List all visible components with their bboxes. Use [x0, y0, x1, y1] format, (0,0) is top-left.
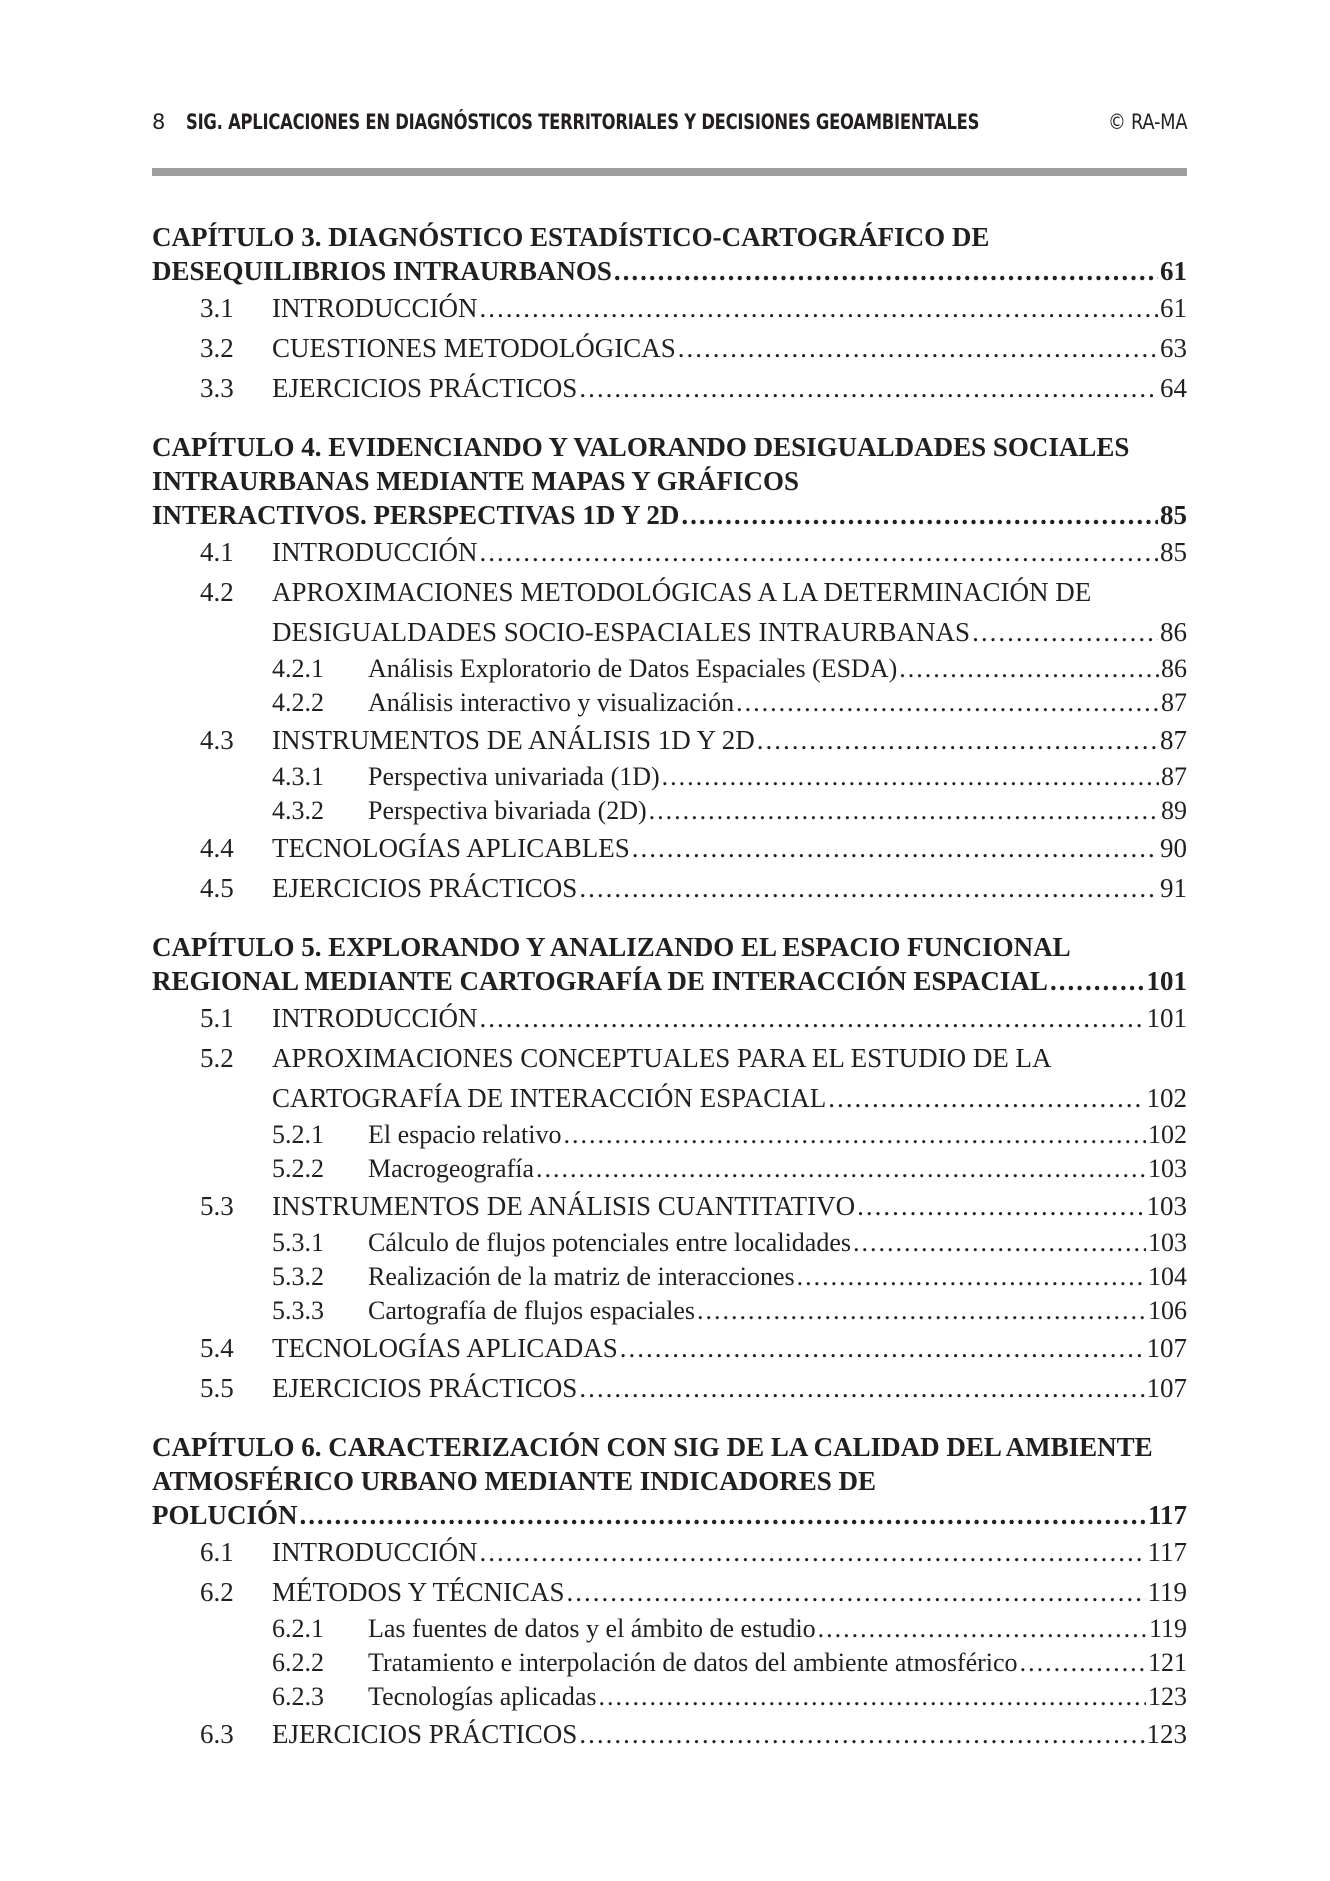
- page-ref: 103: [1148, 1154, 1187, 1183]
- section-title-text: DESIGUALDADES SOCIO-ESPACIALES INTRAURBANAS: [272, 617, 971, 647]
- chapter-heading: [152, 1430, 1187, 1532]
- dot-leader: [1020, 1646, 1146, 1680]
- section-entry: [152, 1328, 1187, 1368]
- page-ref: 63: [1160, 333, 1187, 363]
- book-title: SIG. APLICACIONES EN DIAGNÓSTICOS TERRITORIALES Y DECISIONES GEOAMBIENTALES: [186, 110, 980, 134]
- section-entry: [152, 1714, 1187, 1754]
- section-title-text: EJERCICIOS PRÁCTICOS: [272, 1373, 578, 1403]
- page-ref: 121: [1148, 1648, 1187, 1677]
- section-entry: [152, 368, 1187, 408]
- dot-leader: [579, 868, 1158, 908]
- section-entry: [152, 868, 1187, 908]
- subsection-title-line: [368, 1226, 1187, 1260]
- section-number: 4.2: [200, 577, 234, 607]
- page-ref: 86: [1160, 617, 1187, 647]
- subsection-entry: [152, 1152, 1187, 1186]
- page-ref: 87: [1160, 725, 1187, 755]
- dot-leader: [853, 1226, 1146, 1260]
- subsection-title-text: Perspectiva bivariada (2D): [368, 796, 647, 825]
- section-title-text: MÉTODOS Y TÉCNICAS: [272, 1577, 565, 1607]
- dot-leader: [681, 498, 1158, 532]
- dot-leader: [757, 720, 1158, 760]
- chapter-heading: [152, 220, 1187, 288]
- chapter-title: CAPÍTULO 5. EXPLORANDO Y ANALIZANDO EL ESPACIO FUNCIONAL: [152, 932, 1071, 962]
- subsection-entry: [152, 1118, 1187, 1152]
- section-number: 5.4: [200, 1333, 234, 1363]
- section-title-text: TECNOLOGÍAS APLICADAS: [272, 1333, 618, 1363]
- section-title-line: [272, 1078, 1187, 1118]
- dot-leader: [567, 1572, 1146, 1612]
- section-number: 6.2: [200, 1577, 234, 1607]
- dot-leader: [563, 1118, 1146, 1152]
- dot-leader: [536, 1152, 1146, 1186]
- page-ref: 90: [1160, 833, 1187, 863]
- subsection-number: 4.3.2: [272, 796, 324, 825]
- page-ref: 119: [1147, 1577, 1187, 1607]
- section-title-line: [272, 288, 1187, 328]
- page-ref: 86: [1161, 654, 1187, 683]
- section-title-text: EJERCICIOS PRÁCTICOS: [272, 873, 578, 903]
- subsection-number: 6.2.3: [272, 1682, 324, 1711]
- subsection-title-line: [368, 652, 1187, 686]
- page-ref: 107: [1146, 1373, 1187, 1403]
- section-entry: [152, 1572, 1187, 1612]
- dot-leader: [480, 998, 1145, 1038]
- page-ref: 107: [1146, 1333, 1187, 1363]
- section-number: 3.2: [200, 333, 234, 363]
- section-title-line: [272, 532, 1187, 572]
- chapter-title: CAPÍTULO 4. EVIDENCIANDO Y VALORANDO DESIGUALDADES SOCIALES INTRAURBANAS MEDIANTE MAPAS Y GRÁFICOS: [152, 432, 1130, 496]
- chapter-title: CAPÍTULO 3. DIAGNÓSTICO ESTADÍSTICO-CARTOGRÁFICO DE: [152, 222, 990, 252]
- dot-leader: [579, 1714, 1144, 1754]
- dot-leader: [649, 794, 1159, 828]
- section-entry: [152, 328, 1187, 368]
- page-ref: 102: [1148, 1120, 1187, 1149]
- chapter-heading: [152, 430, 1187, 532]
- subsection-title-text: Cartografía de flujos espaciales: [368, 1296, 696, 1325]
- dot-leader: [972, 612, 1158, 652]
- chapter-title-last-line: [152, 964, 1187, 998]
- page-ref: 61: [1160, 293, 1187, 323]
- section-title-line: [272, 868, 1187, 908]
- page-ref: 89: [1161, 796, 1187, 825]
- subsection-title-text: Tecnologías aplicadas: [368, 1682, 597, 1711]
- copyright: © RA-MA: [1107, 110, 1187, 134]
- page-ref: 102: [1146, 1083, 1187, 1113]
- subsection-entry: [152, 1680, 1187, 1714]
- section-number: 4.4: [200, 833, 234, 863]
- dot-leader: [579, 368, 1158, 408]
- section-title-line: [272, 1572, 1187, 1612]
- dot-leader: [480, 532, 1159, 572]
- dot-leader: [632, 828, 1158, 868]
- header-rule: [152, 168, 1187, 176]
- subsection-entry: [152, 1226, 1187, 1260]
- section-number: 5.2: [200, 1043, 234, 1073]
- section-number: 5.3: [200, 1191, 234, 1221]
- section-title-line: [272, 720, 1187, 760]
- section-title-text: INSTRUMENTOS DE ANÁLISIS 1D Y 2D: [272, 725, 755, 755]
- page-ref: 101: [1146, 966, 1187, 996]
- section-title-text: EJERCICIOS PRÁCTICOS: [272, 373, 578, 403]
- dot-leader: [1050, 964, 1145, 998]
- subsection-title-line: [368, 1680, 1187, 1714]
- subsection-title-text: Perspectiva univariada (1D): [368, 762, 660, 791]
- subsection-title-text: El espacio relativo: [368, 1120, 562, 1149]
- subsection-number: 5.3.1: [272, 1228, 324, 1257]
- section-number: 4.1: [200, 537, 234, 567]
- dot-leader: [697, 1294, 1146, 1328]
- dot-leader: [678, 328, 1158, 368]
- subsection-entry: [152, 1646, 1187, 1680]
- section-entry: [152, 998, 1187, 1038]
- subsection-title-line: [368, 1152, 1187, 1186]
- subsection-number: 4.2.2: [272, 688, 324, 717]
- page-ref: 106: [1148, 1296, 1187, 1325]
- section-number: 6.1: [200, 1537, 234, 1567]
- dot-leader: [662, 760, 1159, 794]
- section-number: 5.1: [200, 1003, 234, 1033]
- subsection-title-line: [368, 1260, 1187, 1294]
- table-of-contents: [152, 220, 1187, 1754]
- section-entry: [152, 532, 1187, 572]
- dot-leader: [857, 1186, 1144, 1226]
- page-ref: 103: [1148, 1228, 1187, 1257]
- subsection-entry: [152, 1294, 1187, 1328]
- subsection-number: 5.2.1: [272, 1120, 324, 1149]
- section-number: 3.3: [200, 373, 234, 403]
- dot-leader: [300, 1498, 1146, 1532]
- section-title-text: TECNOLOGÍAS APLICABLES: [272, 833, 630, 863]
- section-entry: [152, 572, 1187, 652]
- page-ref: 64: [1160, 373, 1187, 403]
- section-entry: [152, 288, 1187, 328]
- section-title-line: [272, 828, 1187, 868]
- subsection-entry: [152, 760, 1187, 794]
- section-entry: [152, 828, 1187, 868]
- subsection-entry: [152, 794, 1187, 828]
- chapter-title-last-text: INTERACTIVOS. PERSPECTIVAS 1D Y 2D: [152, 500, 680, 530]
- page-ref: 103: [1146, 1191, 1187, 1221]
- subsection-number: 4.3.1: [272, 762, 324, 791]
- dot-leader: [899, 652, 1159, 686]
- section-entry: [152, 1038, 1187, 1118]
- section-entry: [152, 1532, 1187, 1572]
- chapter-title-last-text: REGIONAL MEDIANTE CARTOGRAFÍA DE INTERACCIÓN ESPACIAL: [152, 966, 1048, 996]
- section-title-line: [272, 1714, 1187, 1754]
- section-title-line: [272, 1368, 1187, 1408]
- section-title-text: INTRODUCCIÓN: [272, 1003, 478, 1033]
- page-ref: 119: [1148, 1614, 1187, 1643]
- section-title: APROXIMACIONES CONCEPTUALES PARA EL ESTUDIO DE LA: [272, 1043, 1052, 1073]
- section-title-text: EJERCICIOS PRÁCTICOS: [272, 1719, 578, 1749]
- subsection-entry: [152, 652, 1187, 686]
- dot-leader: [797, 1260, 1146, 1294]
- section-title-text: CARTOGRAFÍA DE INTERACCIÓN ESPACIAL: [272, 1083, 827, 1113]
- subsection-number: 4.2.1: [272, 654, 324, 683]
- section-title-line: [272, 328, 1187, 368]
- page-ref: 117: [1147, 1500, 1187, 1530]
- page-ref: 117: [1147, 1537, 1187, 1567]
- section-number: 5.5: [200, 1373, 234, 1403]
- subsection-title-line: [368, 1646, 1187, 1680]
- section-number: 4.3: [200, 725, 234, 755]
- subsection-title-line: [368, 794, 1187, 828]
- subsection-title-text: Cálculo de flujos potenciales entre localidades: [368, 1228, 851, 1257]
- section-title-line: [272, 1328, 1187, 1368]
- page-ref: 123: [1148, 1682, 1187, 1711]
- page-ref: 61: [1160, 256, 1187, 286]
- chapter-title-last-text: POLUCIÓN: [152, 1500, 298, 1530]
- subsection-title-text: Las fuentes de datos y el ámbito de estudio: [368, 1614, 816, 1643]
- subsection-entry: [152, 1612, 1187, 1646]
- section-title: APROXIMACIONES METODOLÓGICAS A LA DETERMINACIÓN DE: [272, 577, 1092, 607]
- subsection-number: 5.3.3: [272, 1296, 324, 1325]
- section-title-line: [272, 368, 1187, 408]
- chapter-title: CAPÍTULO 6. CARACTERIZACIÓN CON SIG DE LA CALIDAD DEL AMBIENTE ATMOSFÉRICO URBANO MEDIANTE INDICADORES DE: [152, 1432, 1153, 1496]
- section-title-text: INSTRUMENTOS DE ANÁLISIS CUANTITATIVO: [272, 1191, 856, 1221]
- section-number: 4.5: [200, 873, 234, 903]
- chapter-title-last-text: DESEQUILIBRIOS INTRAURBANOS: [152, 256, 612, 286]
- section-title-text: INTRODUCCIÓN: [272, 1537, 478, 1567]
- page-ref: 123: [1146, 1719, 1187, 1749]
- chapter-title-last-line: [152, 498, 1187, 532]
- subsection-title-line: [368, 1118, 1187, 1152]
- chapter-heading: [152, 930, 1187, 998]
- section-title-text: CUESTIONES METODOLÓGICAS: [272, 333, 676, 363]
- subsection-title-text: Macrogeografía: [368, 1154, 535, 1183]
- subsection-title-text: Análisis Exploratorio de Datos Espaciales (ESDA): [368, 654, 898, 683]
- section-title-text: INTRODUCCIÓN: [272, 537, 478, 567]
- subsection-number: 5.2.2: [272, 1154, 324, 1183]
- page-ref: 104: [1148, 1262, 1187, 1291]
- dot-leader: [736, 686, 1159, 720]
- chapter-title-last-line: [152, 254, 1187, 288]
- subsection-title-line: [368, 1294, 1187, 1328]
- section-number: 6.3: [200, 1719, 234, 1749]
- section-title-line: [272, 998, 1187, 1038]
- page-ref: 87: [1161, 762, 1187, 791]
- page-ref: 85: [1160, 500, 1187, 530]
- dot-leader: [818, 1612, 1147, 1646]
- section-title-line: [272, 612, 1187, 652]
- dot-leader: [828, 1078, 1144, 1118]
- subsection-title-text: Análisis interactivo y visualización: [368, 688, 735, 717]
- section-title-text: INTRODUCCIÓN: [272, 293, 478, 323]
- subsection-number: 6.2.2: [272, 1648, 324, 1677]
- page-ref: 85: [1160, 537, 1187, 567]
- subsection-entry: [152, 686, 1187, 720]
- section-entry: [152, 1186, 1187, 1226]
- dot-leader: [579, 1368, 1144, 1408]
- subsection-number: 5.3.2: [272, 1262, 324, 1291]
- dot-leader: [620, 1328, 1145, 1368]
- subsection-title-text: Tratamiento e interpolación de datos del ambiente atmosférico: [368, 1648, 1018, 1677]
- section-number: 3.1: [200, 293, 234, 323]
- subsection-title-line: [368, 686, 1187, 720]
- subsection-title-line: [368, 760, 1187, 794]
- page-ref: 101: [1146, 1003, 1187, 1033]
- page-ref: 91: [1160, 873, 1187, 903]
- section-title-line: [272, 1532, 1187, 1572]
- dot-leader: [614, 254, 1158, 288]
- dot-leader: [480, 1532, 1146, 1572]
- subsection-entry: [152, 1260, 1187, 1294]
- section-title-line: [272, 1186, 1187, 1226]
- section-entry: [152, 720, 1187, 760]
- page-number: 8: [152, 110, 166, 134]
- running-header: [152, 110, 1187, 140]
- chapter-title-last-line: [152, 1498, 1187, 1532]
- dot-leader: [480, 288, 1159, 328]
- section-entry: [152, 1368, 1187, 1408]
- subsection-number: 6.2.1: [272, 1614, 324, 1643]
- page-ref: 87: [1161, 688, 1187, 717]
- subsection-title-line: [368, 1612, 1187, 1646]
- dot-leader: [598, 1680, 1146, 1714]
- subsection-title-text: Realización de la matriz de interacciones: [368, 1262, 795, 1291]
